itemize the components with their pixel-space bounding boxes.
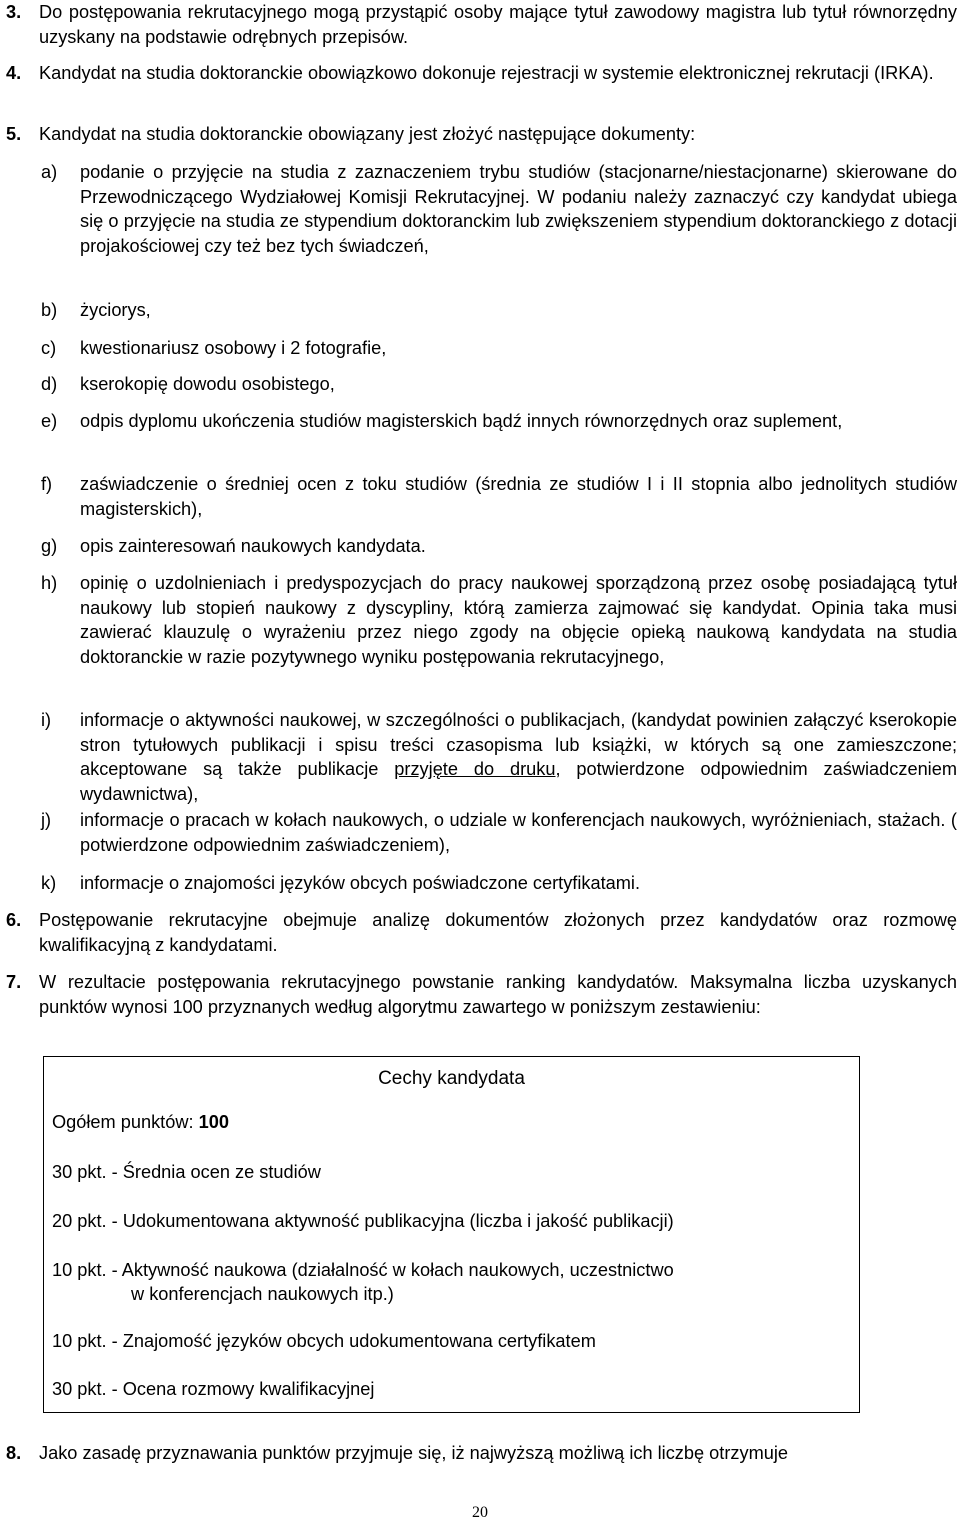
item-number: 3. (6, 2, 22, 22)
item-number: 4. (6, 63, 22, 83)
total-points-value: 100 (198, 1112, 229, 1132)
sub-item-a (0, 160, 960, 258)
item-text: Do postępowania rekrutacyjnego mogą przystąpić osoby mające tytuł zawodowy magistra lub tytuł równorzędny uzyskany na podstawie odrębnych przepisów. (39, 2, 957, 47)
item-text: W rezultacie postępowania rekrutacyjnego powstanie ranking kandydatów. Maksymalna liczba uzyskanych punktów wynosi 100 przyznanych według algorytmu zawartego w poniższym zestawieniu: (39, 972, 957, 1017)
sub-item-label: c) (41, 338, 57, 358)
total-points-label: Ogółem punktów: (52, 1112, 199, 1132)
sub-item-d (0, 372, 960, 397)
sub-item-e (0, 409, 960, 434)
sub-item-c (0, 336, 960, 361)
table-row: 10 pkt. - Aktywność naukowa (działalność w kołach naukowych, uczestnictwo (52, 1260, 674, 1280)
sub-item-text: informacje o znajomości języków obcych poświadczone certyfikatami. (80, 873, 641, 893)
sub-item-label: g) (41, 536, 58, 556)
sub-item-text: życiorys, (80, 300, 151, 320)
sub-item-b (0, 298, 960, 323)
item-text: Kandydat na studia doktoranckie obowiązany jest złożyć następujące dokumenty: (39, 124, 696, 144)
sub-item-text: zaświadczenie o średniej ocen z toku studiów (średnia ze studiów I i II stopnia albo jednolitych studiów magisterskich), (80, 474, 957, 519)
item-text: Kandydat na studia doktoranckie obowiązkowo dokonuje rejestracji w systemie elektronicznej rekrutacji (IRKA). (39, 63, 934, 83)
page-number: 20 (472, 1504, 488, 1521)
sub-item-label: i) (41, 710, 52, 730)
item-number: 5. (6, 124, 22, 144)
sub-item-label: d) (41, 374, 58, 394)
sub-item-text: odpis dyplomu ukończenia studiów magisterskich bądź innych równorzędnych oraz suplement, (80, 411, 843, 431)
sub-item-g (0, 534, 960, 559)
table-row: 20 pkt. - Udokumentowana aktywność publikacyjna (liczba i jakość publikacji) (52, 1211, 674, 1231)
sub-item-label: h) (41, 573, 58, 593)
table-row-continuation: w konferencjach naukowych itp.) (131, 1284, 394, 1304)
sub-item-h (0, 571, 960, 669)
item-number: 6. (6, 910, 22, 930)
sub-item-text (80, 708, 957, 806)
total-points-row (52, 1110, 852, 1135)
sub-item-j (0, 808, 960, 857)
table-row: 30 pkt. - Średnia ocen ze studiów (52, 1162, 321, 1182)
sub-item-label: e) (41, 411, 58, 431)
list-item-5 (0, 122, 960, 147)
sub-item-text-part: , potwierdzone odpowiednim zaświadczeniem wydawnictwa), (80, 759, 957, 804)
sub-item-text: kwestionariusz osobowy i 2 fotografie, (80, 338, 387, 358)
item-number: 8. (6, 1443, 22, 1463)
sub-item-text-part: informacje o aktywności naukowej, w szczególności o publikacjach, (kandydat powinien załączyć kserokopie stron tytułowych publikacji i spisu treści czasopisma lub książki, w których są one zamieszczone; akceptowane są także publikacje (80, 710, 957, 780)
sub-item-text: opis zainteresowań naukowych kandydata. (80, 536, 426, 556)
item-number: 7. (6, 972, 22, 992)
sub-item-i (0, 708, 960, 806)
item-text: Postępowanie rekrutacyjne obejmuje analizę dokumentów złożonych przez kandydatów oraz rozmowę kwalifikacyjną z kandydatami. (39, 910, 957, 955)
underlined-text: przyjęte do druku (394, 759, 556, 780)
sub-item-text: informacje o pracach w kołach naukowych, o udziale w konferencjach naukowych, wyróżnieniach, stażach. ( potwierdzone odpowiednim zaświadczeniem), (80, 810, 957, 855)
list-item-3 (0, 0, 960, 49)
table-header: Cechy kandydata (378, 1068, 525, 1089)
list-item-6 (0, 908, 960, 957)
table-row: 30 pkt. - Ocena rozmowy kwalifikacyjnej (52, 1379, 375, 1399)
table-row: 10 pkt. - Znajomość języków obcych udokumentowana certyfikatem (52, 1331, 596, 1351)
sub-item-label: j) (41, 810, 52, 830)
sub-item-label: b) (41, 300, 58, 320)
item-text: Jako zasadę przyznawania punktów przyjmuje się, iż najwyższą możliwą ich liczbę otrzymuje (39, 1443, 789, 1463)
sub-item-f (0, 472, 960, 521)
sub-item-k (0, 871, 960, 896)
list-item-8 (0, 1441, 960, 1466)
list-item-7 (0, 970, 960, 1019)
sub-item-text: opinię o uzdolnieniach i predyspozycjach do pracy naukowej sporządzoną przez osobę posiadającą tytuł naukowy lub stopień naukowy z dyscypliny, którą zamierza zajmować się kandydat. Opinia taka musi zawierać klauzulę o wyrażeniu przez niego zgody na objęcie opieką naukową kandydata na studia doktoranckie w razie pozytywnego wyniku postępowania rekrutacyjnego, (80, 573, 957, 667)
sub-item-text: podanie o przyjęcie na studia z zaznaczeniem trybu studiów (stacjonarne/niestacjonarne) skierowane do Przewodniczącego Wydziałowej Komisji Rekrutacyjnej. W podaniu należy zaznaczyć czy kandydat ubiega się o przyjęcie na studia ze stypendium doktoranckim lub zwiększeniem stypendium doktoranckiego z dotacji projakościowej czy też bez tych świadczeń, (80, 162, 957, 256)
scoring-table (43, 1056, 860, 1413)
sub-item-label: f) (41, 474, 53, 494)
sub-item-label: a) (41, 162, 58, 182)
list-item-4 (0, 61, 960, 86)
sub-item-text: kserokopię dowodu osobistego, (80, 374, 335, 394)
sub-item-label: k) (41, 873, 57, 893)
